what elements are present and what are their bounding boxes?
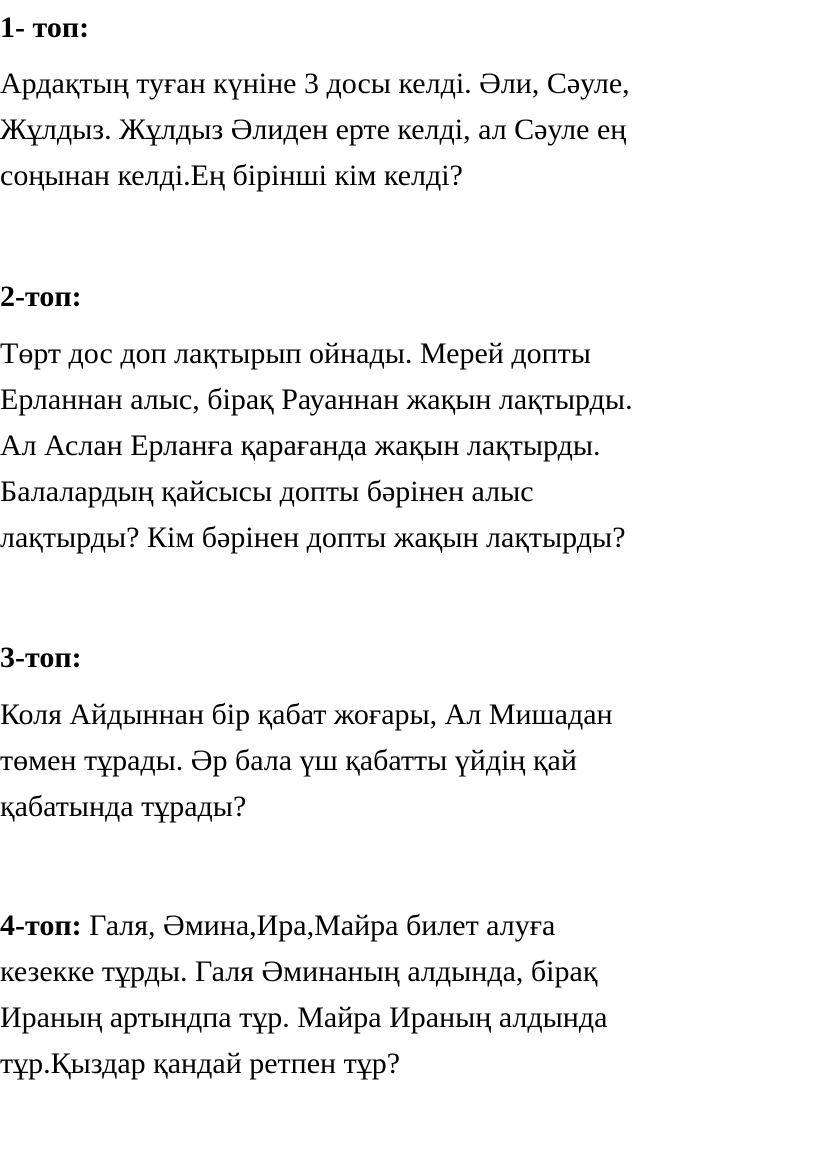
group-4-text xyxy=(0,903,816,1087)
group-4-line-4: тұр.Қыздар қандай ретпен тұр? xyxy=(0,1047,401,1080)
group-2-text xyxy=(0,331,816,561)
group-3-line-1: Коля Айдыннан бір қабат жоғары, Ал Мишадан xyxy=(0,698,613,731)
group-4-line-1-text: Галя, Әмина,Ира,Майра билет алуға xyxy=(81,909,556,942)
group-2-heading: 2-топ: xyxy=(0,280,82,313)
group-2-line-5: лақтырды? Кім бәрінен допты жақын лақтырды? xyxy=(0,521,626,554)
group-1-line-2: Жұлдыз. Жұлдыз Әлиден ерте келді, ал Сәуле ең xyxy=(0,113,627,146)
group-1-line-1: Ардақтың туған күніне 3 досы келді. Әли, Сәуле, xyxy=(0,67,630,100)
group-2-line-2: Ерланнан алыс, бірақ Рауаннан жақын лақтырды. xyxy=(0,383,633,416)
group-4-line-2: кезекке тұрды. Галя Әминаның алдында, бірақ xyxy=(0,955,598,988)
group-1-text xyxy=(0,61,816,199)
group-3-text xyxy=(0,692,816,830)
group-1-heading: 1- топ: xyxy=(0,11,90,44)
group-2-line-4: Балалардың қайсысы допты бәрінен алыс xyxy=(0,475,534,508)
group-1-line-3: соңынан келді.Ең бірінші кім келді? xyxy=(0,159,463,192)
group-3-line-3: қабатында тұрады? xyxy=(0,790,247,823)
group-3-line-2: төмен тұрады. Әр бала үш қабатты үйдің қай xyxy=(0,744,577,777)
group-2-line-3: Ал Аслан Ерланға қарағанда жақын лақтырды. xyxy=(0,429,601,462)
group-3-heading: 3-топ: xyxy=(0,641,82,674)
group-2-line-1: Төрт дос доп лақтырып ойнады. Мерей допты xyxy=(0,337,591,370)
group-4-line-3: Ираның артындпа тұр. Майра Ираның алдында xyxy=(0,1001,608,1034)
group-4-line-1 xyxy=(0,903,816,949)
group-4-heading: 4-топ: xyxy=(0,909,82,942)
